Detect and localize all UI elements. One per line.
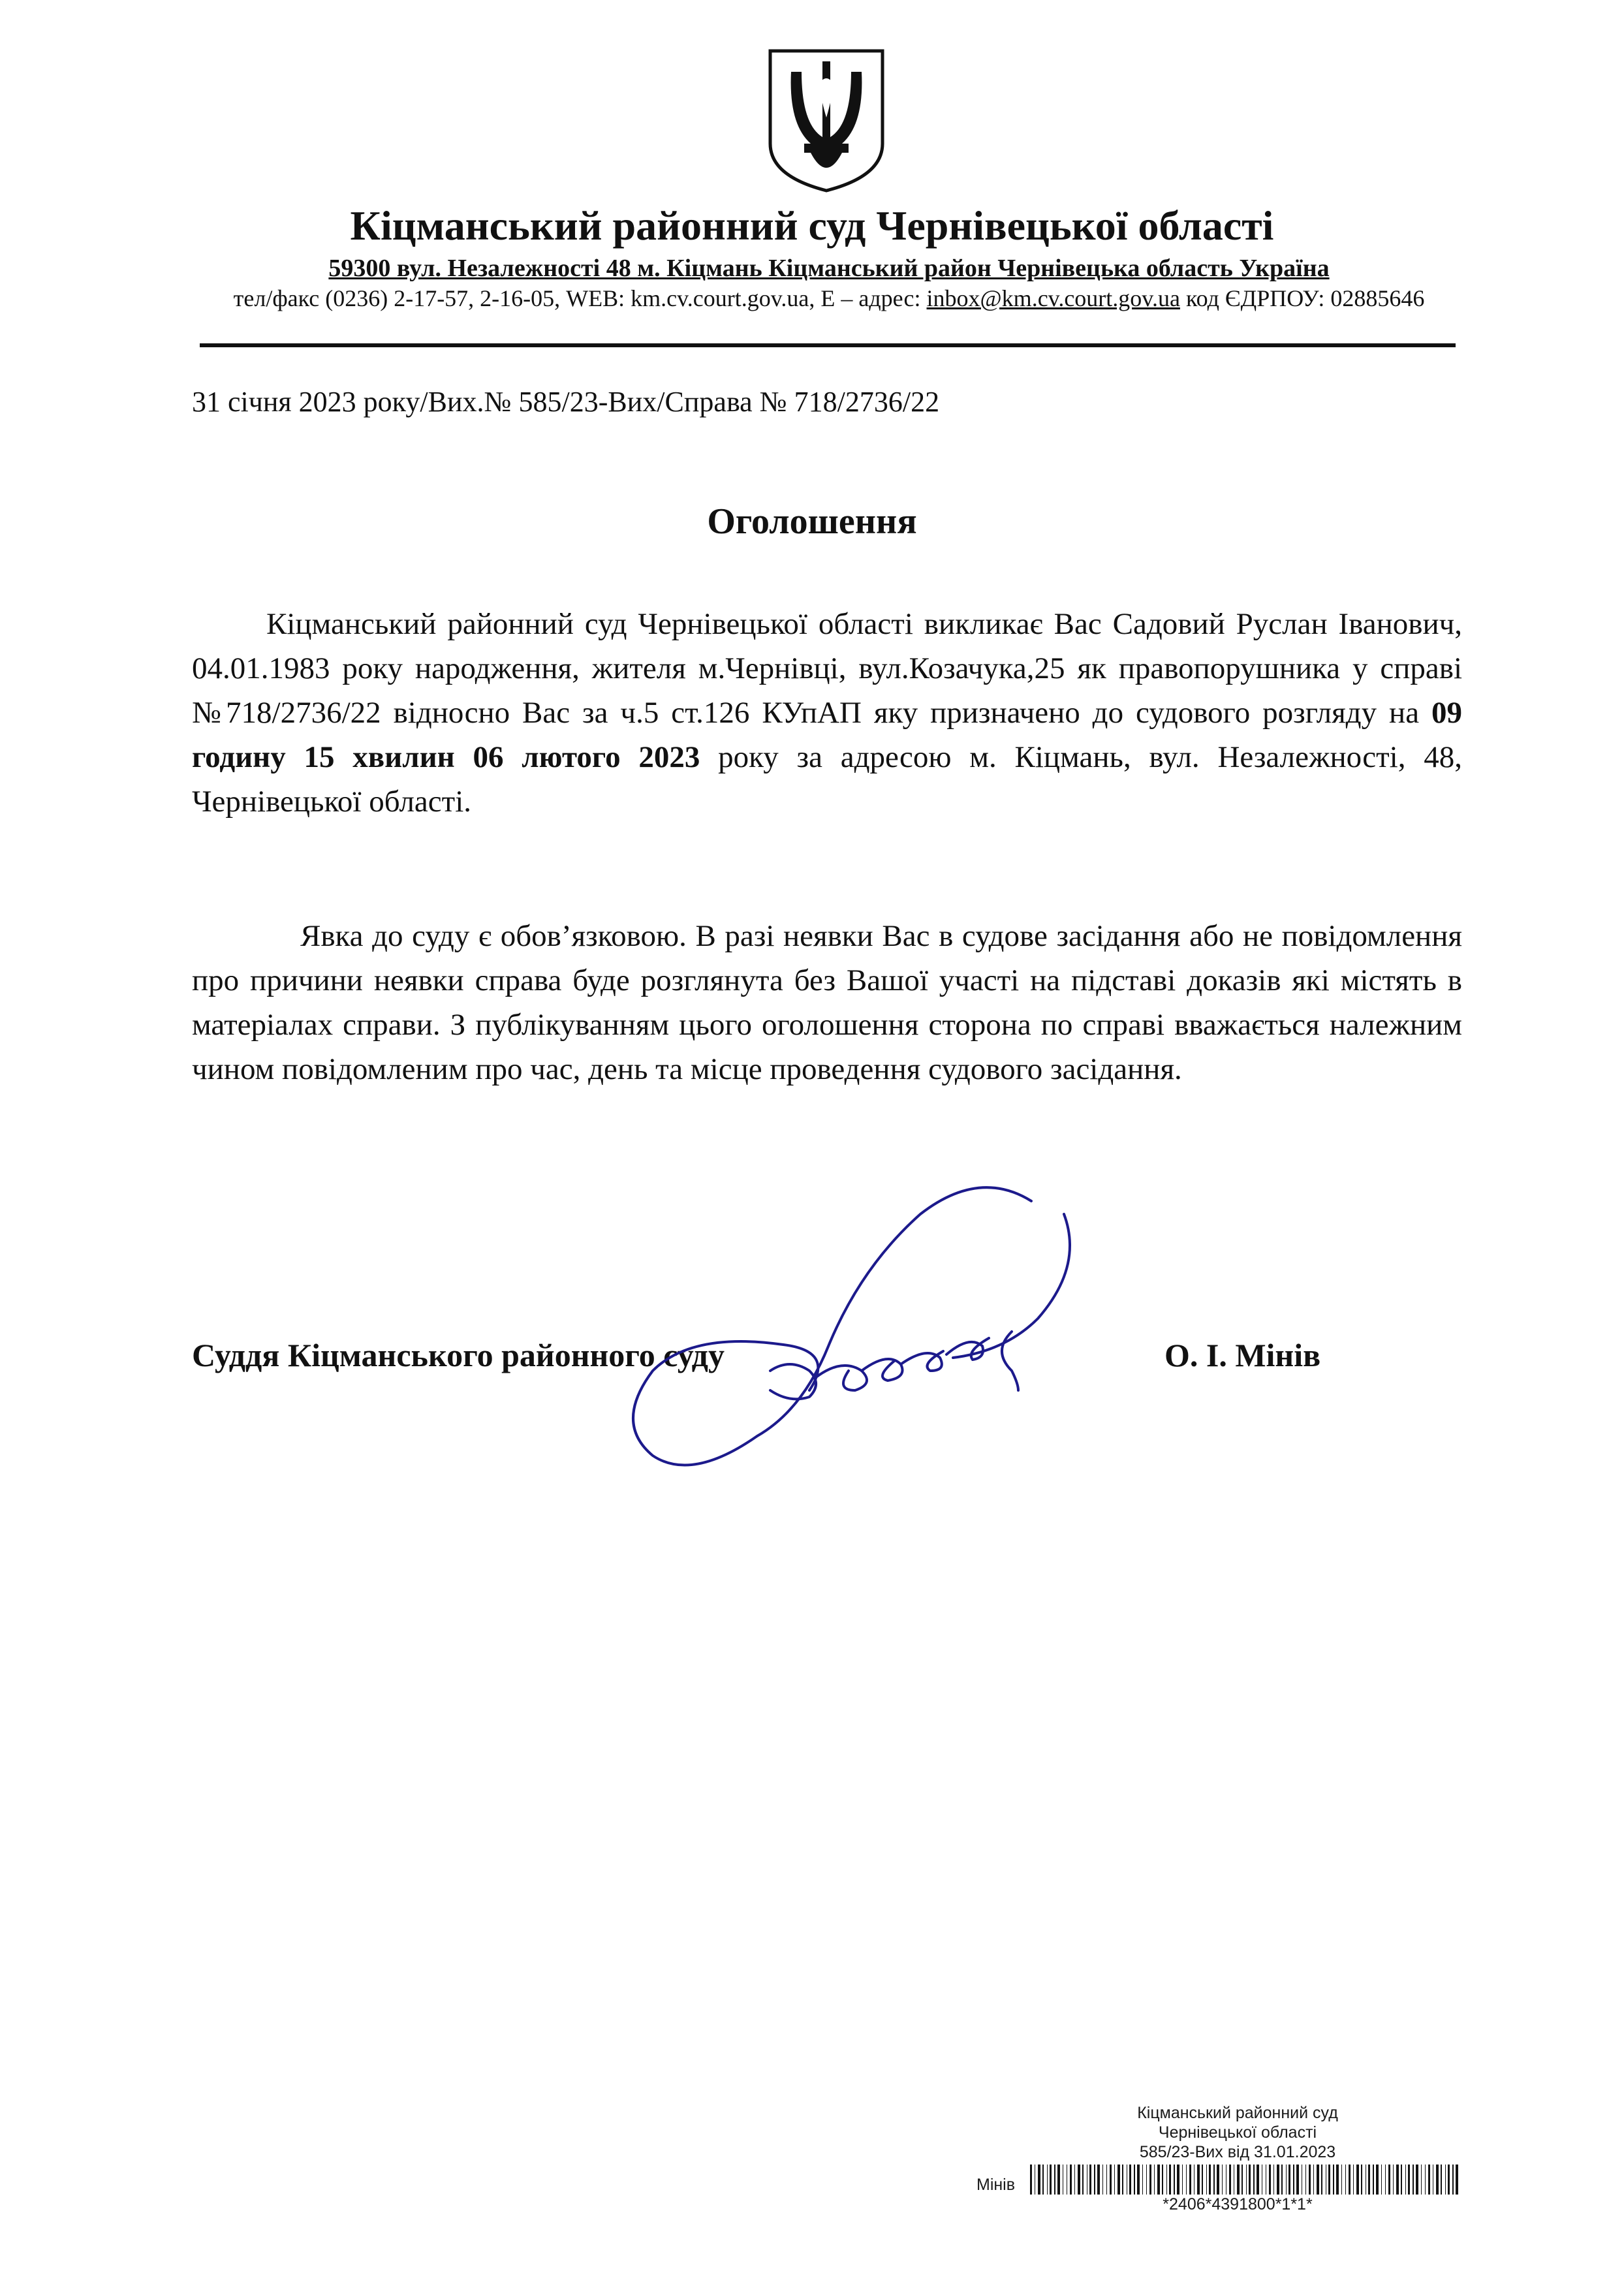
stamp-reg-number: 585/23-Вих від 31.01.2023	[1139, 2143, 1336, 2161]
p1-text-b: року за адресою м. Кіцмань, вул. Незалежності, 48, Чернівецької області.	[192, 740, 1462, 819]
court-contacts	[189, 283, 1469, 313]
body-paragraph-2: Явка до суду є обов’язковою. В разі неявки Вас в судове засідання або не повідомлення про причини неявки справа буде розглянута без Вашої участі на підставі доказів які містять в матеріалах справи. З публікуванням цього оголошення сторона по справі вважається належним чином повідомленим про час, день та місце проведення судового засідання.	[192, 919, 1462, 1086]
email-link[interactable]: inbox@km.cv.court.gov.ua	[926, 285, 1180, 311]
trident-coat-of-arms-icon	[765, 46, 888, 196]
stamp-region: Чернівецької області	[1158, 2123, 1317, 2142]
handwritten-signature	[614, 1175, 1110, 1527]
document-title: Оголошення	[707, 501, 917, 542]
stamp-court-name: Кіцманський районний суд	[1137, 2104, 1338, 2122]
p1-text-a: Кіцманський районний суд Чернівецької області викликає Вас Садовий Руслан Іванович, 04.01.1983 року народження, жителя м.Чернівці, вул.Козачука,25 як правопорушника у справі №718/2736/22 відносно Вас за ч.5 ст.126 КУпАП яку призначено до судового розгляду на	[192, 607, 1462, 730]
contacts-suffix: код ЄДРПОУ: 02885646	[1179, 285, 1425, 311]
reference-line: 31 січня 2023 року/Вих.№ 585/23-Вих/Справа № 718/2736/22	[192, 386, 940, 418]
court-address: 59300 вул. Незалежності 48 м. Кіцмань Кіцманський район Чернівецька область Україна	[328, 255, 1330, 282]
p1-hearing-time: 09 годину 15 хвилин 06 лютого 2023	[192, 696, 1462, 774]
judge-name: О. І. Мінів	[1164, 1337, 1321, 1373]
barcode-icon	[1030, 2165, 1461, 2195]
judge-position: Суддя Кіцманського районного суду	[192, 1337, 725, 1373]
stamp-author: Мінів	[976, 2176, 1016, 2194]
body-paragraph-1	[192, 602, 1462, 824]
court-name: Кіцманський районний суд Чернівецької області	[350, 202, 1274, 249]
contacts-prefix: тел/факс (0236) 2-17-57, 2-16-05, WEB: km.cv.court.gov.ua, E – адрес:	[233, 285, 927, 311]
header-divider	[200, 343, 1456, 347]
barcode-text: *2406*4391800*1*1*	[1163, 2195, 1313, 2213]
